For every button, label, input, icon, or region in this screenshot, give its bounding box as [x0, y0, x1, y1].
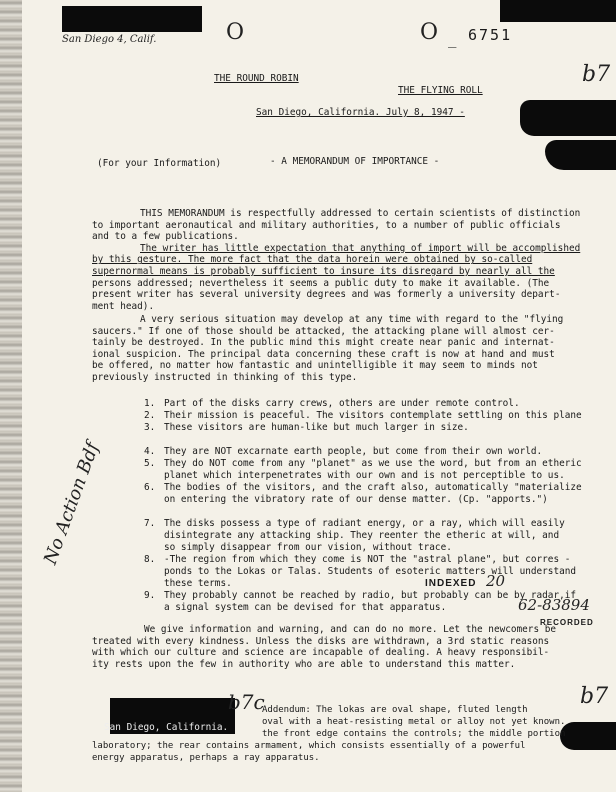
- margin-b67: b7: [582, 62, 611, 87]
- closing-line: treated with every kindness. Unless the disks are withdrawn, a 3rd static reasons: [92, 635, 550, 647]
- file-number-dash: _: [448, 32, 457, 48]
- intro-line: supernormal means is probably sufficient to insure its disregard by nearly all the: [92, 265, 555, 277]
- b7c-left: b7c: [228, 690, 265, 714]
- right-title: THE FLYING ROLL: [398, 85, 483, 96]
- second-paragraph: [92, 314, 607, 384]
- second-line: A very serious situation may develop at any time with regard to the "flying: [140, 314, 564, 325]
- second-line: tainly be destroyed. In the public mind this might create near panic and internat-: [92, 337, 555, 349]
- indexed-stamp: INDEXED: [425, 578, 477, 589]
- indexed-number: 20: [486, 572, 506, 590]
- second-line: saucers." If one of those should be attacked, the attacking plane will almost cer-: [92, 325, 555, 337]
- closing-paragraph: [92, 624, 607, 670]
- file-number: 6751: [468, 26, 513, 44]
- location-handwritten: San Diego 4, Calif.: [62, 34, 157, 45]
- redaction-bottom-right: [560, 722, 616, 750]
- addendum-location: San Diego, California.: [104, 722, 229, 733]
- left-title: THE ROUND ROBIN: [214, 73, 299, 84]
- circle-mark-left: O: [226, 20, 245, 45]
- dateline: San Diego, California. July 8, 1947 -: [256, 107, 465, 118]
- intro-line: THIS MEMORANDUM is respectfully addressed to certain scientists of distinction: [140, 208, 581, 219]
- intro-line: ment head).: [92, 300, 155, 312]
- second-line: ional suspicion. The principal data concerning these craft is now at hand and must: [92, 348, 555, 360]
- intro-line: by this gesture. The more fact that the data horein were obtained by so-called: [92, 254, 533, 266]
- intro-line: present writer has several university degrees and was formerly a university depart-: [92, 289, 561, 301]
- second-line: previously instructed in thinking of this type.: [92, 371, 358, 383]
- recorded-stamp: RECORDED: [540, 618, 594, 627]
- redaction-right-2: [545, 140, 616, 170]
- intro-line: persons addressed; nevertheless it seems a public duty to make it available. (The: [92, 277, 550, 289]
- closing-line: ity rests upon the few in authority who are able to understand this matter.: [92, 658, 516, 670]
- second-line: be offered, no matter how fantastic and unintelligible it may seem to minds not: [92, 360, 538, 372]
- redaction-top: [62, 6, 202, 32]
- margin-note: No Action Bdf: [40, 439, 104, 568]
- memo-title: - A MEMORANDUM OF IMPORTANCE -: [270, 156, 440, 167]
- redaction-right-1: [520, 100, 616, 136]
- redaction-top-right: [500, 0, 616, 22]
- b7-right: b7: [580, 684, 609, 709]
- scan-edge: [0, 0, 22, 792]
- intro-paragraph: [92, 208, 607, 312]
- recorded-number: 62-83894: [518, 596, 590, 614]
- circle-mark-right: O: [420, 20, 439, 45]
- intro-line: The writer has little expectation that anything of import will be accomplished: [140, 242, 581, 254]
- intro-line: to important aeronautical and military authorities, to a number of public officials: [92, 219, 561, 231]
- intro-line: and to a few publications.: [92, 231, 239, 243]
- closing-line: with which our culture and science are incapable of dealing. A heavy responsibil-: [92, 647, 550, 659]
- closing-line: We give information and warning, and can do no more. Let the newcomers be: [144, 624, 557, 635]
- for-information: (For your Information): [97, 158, 222, 169]
